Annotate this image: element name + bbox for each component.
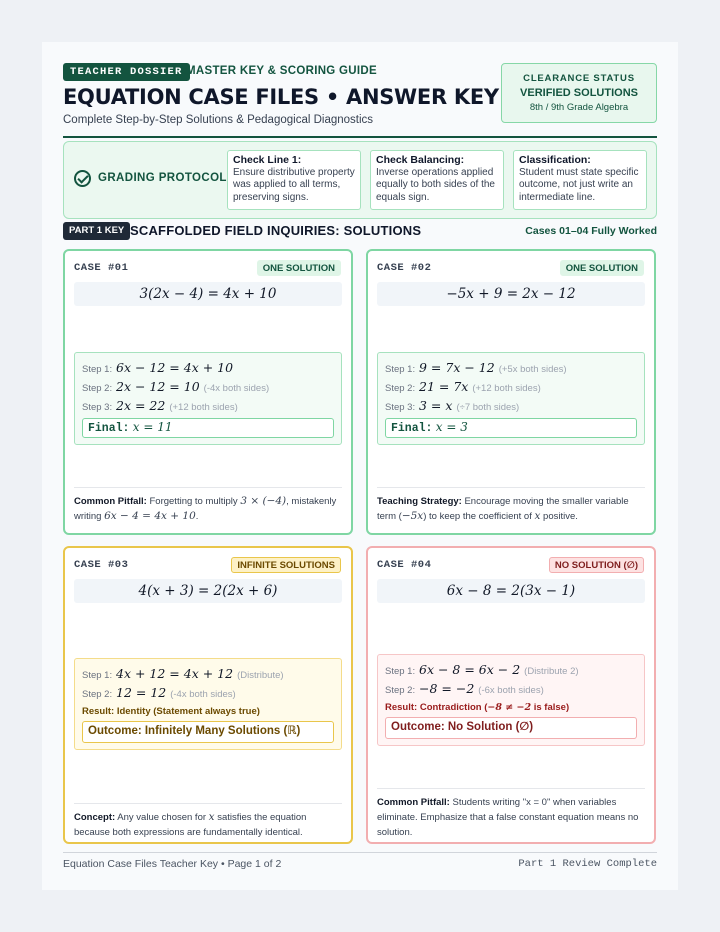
step-row [385,397,637,416]
answer-key-page [42,42,678,890]
note-text: Encourage moving the smaller variable term ( [377,496,629,522]
case-id: CASE #01 [74,262,129,274]
result-statement [385,702,637,713]
note-title: Common Pitfall: [377,797,450,808]
step-expression: 9 = 7x − 12 [419,360,495,375]
step-note: (-6x both sides) [478,685,544,696]
protocol-item [227,150,361,210]
final-value: x = 11 [132,420,173,434]
step-note: (Distribute 2) [524,666,579,677]
protocol-label: GRADING PROTOCOL [98,172,227,184]
step-label: Step 1: [385,364,416,375]
solution-steps [377,352,645,445]
case-card-03 [63,546,353,844]
check-circle-icon [74,170,91,187]
step-label: Step 1: [82,670,113,681]
protocol-item [513,150,647,210]
part-pill: PART 1 KEY [63,222,130,240]
protocol-item-text: Inverse operations applied equally to both sides of the equals sign. [376,166,495,203]
note-math: x [534,510,541,522]
case-id: CASE #03 [74,559,129,571]
outcome-badge: INFINITE SOLUTIONS [231,557,341,573]
result-math: −8 ≠ −2 [487,702,532,713]
note-text: ) to keep the coefficient of [423,511,535,522]
case-equation: −5x + 9 = 2x − 12 [377,282,645,306]
step-note: (+12 both sides) [169,402,238,413]
step-label: Step 3: [385,402,416,413]
protocol-item-title: Check Line 1: [233,154,302,166]
note-math: 6x − 4 = 4x + 10 [104,510,196,522]
note-title: Teaching Strategy: [377,496,462,507]
step-expression: 12 = 12 [116,685,167,700]
header-divider [63,136,657,138]
case-card-01 [63,249,353,535]
note-text: Forgetting to multiply [149,496,241,507]
outcome-badge: NO SOLUTION (∅) [549,557,644,573]
step-label: Step 2: [82,689,113,700]
step-label: Step 2: [385,685,416,696]
note-text: positive. [540,511,578,522]
step-expression: 21 = 7x [419,379,469,394]
case-card-02 [366,249,656,535]
header [63,63,657,137]
case-note [74,803,342,840]
final-answer [385,418,637,438]
final-value: x = 3 [435,420,468,434]
note-text: satisfies the equation because both expressions are fundamentally identical. [74,812,307,838]
page-title: EQUATION CASE FILES • ANSWER KEY [63,85,499,109]
footer-right: Part 1 Review Complete [518,858,657,870]
note-text: . [195,511,199,522]
status-value: VERIFIED SOLUTIONS [520,87,638,99]
note-text: Any value chosen for [117,812,209,823]
part-note: Cases 01–04 Fully Worked [525,225,657,237]
final-label: Final: [88,422,130,435]
case-equation: 4(x + 3) = 2(2x + 6) [74,579,342,603]
protocol-item-text: Ensure distributive property was applied to all terms, preserving signs. [233,166,355,203]
step-label: Step 2: [82,383,113,394]
step-expression: 2x − 12 = 10 [116,379,200,394]
note-title: Common Pitfall: [74,496,147,507]
outcome-badge: ONE SOLUTION [257,260,341,276]
part-title: SCAFFOLDED FIELD INQUIRIES: SOLUTIONS [130,223,422,238]
step-label: Step 3: [82,402,113,413]
status-label: CLEARANCE STATUS [523,73,635,84]
case-equation: 3(2x − 4) = 4x + 10 [74,282,342,306]
step-note: (-4x both sides) [203,383,270,394]
note-text: , mistakenly writing [74,496,337,522]
step-row [385,378,637,397]
protocol-item-title: Classification: [519,154,591,166]
solution-steps [74,658,342,750]
step-row [82,359,334,378]
solution-steps [74,352,342,445]
dossier-tag: TEACHER DOSSIER [63,63,190,81]
page-footer [63,852,657,872]
protocol-item-title: Check Balancing: [376,154,465,166]
step-expression: 2x = 22 [116,398,166,413]
step-row [82,684,334,703]
step-row [82,665,334,684]
clearance-status-box [501,63,657,123]
outcome-statement: Outcome: No Solution (∅) [385,717,637,739]
step-row [385,661,637,680]
final-answer [82,418,334,438]
footer-left: Equation Case Files Teacher Key • Page 1 of 2 [63,858,282,870]
step-row [385,359,637,378]
header-subtag: MASTER KEY & SCORING GUIDE [186,65,377,77]
case-card-04 [366,546,656,844]
step-row [82,397,334,416]
note-math: −5x [401,510,424,522]
case-note [74,487,342,524]
step-row [82,378,334,397]
step-note: (-4x both sides) [170,689,236,700]
step-note: (+12 both sides) [472,383,541,394]
result-text: Result: Contradiction ( [385,702,488,713]
step-note: (Distribute) [237,670,284,681]
step-note: (+5x both sides) [498,364,567,375]
final-label: Final: [391,422,433,435]
note-math: 3 × (−4) [240,495,287,507]
step-expression: −8 = −2 [419,681,475,696]
step-note: (÷7 both sides) [456,402,520,413]
outcome-statement: Outcome: Infinitely Many Solutions (ℝ) [82,721,334,743]
case-note [377,788,645,840]
step-expression: 3 = x [419,398,453,413]
part-header [63,222,657,242]
protocol-item-text: Student must state specific outcome, not just write an intermediate line. [519,166,639,203]
result-text: is false) [531,702,570,713]
step-row [385,680,637,699]
solution-steps [377,654,645,746]
case-id: CASE #02 [377,262,432,274]
case-id: CASE #04 [377,559,432,571]
step-label: Step 1: [385,666,416,677]
note-math: x [208,811,215,823]
result-statement: Result: Identity (Statement always true) [82,706,260,717]
case-note [377,487,645,524]
note-text: Students writing "x = 0" when variables eliminate. Emphasize that a false constant equation means no solution. [377,797,639,838]
step-label: Step 1: [82,364,113,375]
status-level: 8th / 9th Grade Algebra [529,102,629,113]
note-title: Concept: [74,812,116,823]
step-expression: 6x − 12 = 4x + 10 [116,360,234,375]
page-subtitle: Complete Step-by-Step Solutions & Pedagogical Diagnostics [63,114,374,126]
protocol-item [370,150,504,210]
case-equation: 6x − 8 = 2(3x − 1) [377,579,645,603]
grading-protocol [63,141,657,219]
step-expression: 4x + 12 = 4x + 12 [116,666,234,681]
outcome-badge: ONE SOLUTION [560,260,644,276]
step-expression: 6x − 8 = 6x − 2 [419,662,521,677]
step-label: Step 2: [385,383,416,394]
